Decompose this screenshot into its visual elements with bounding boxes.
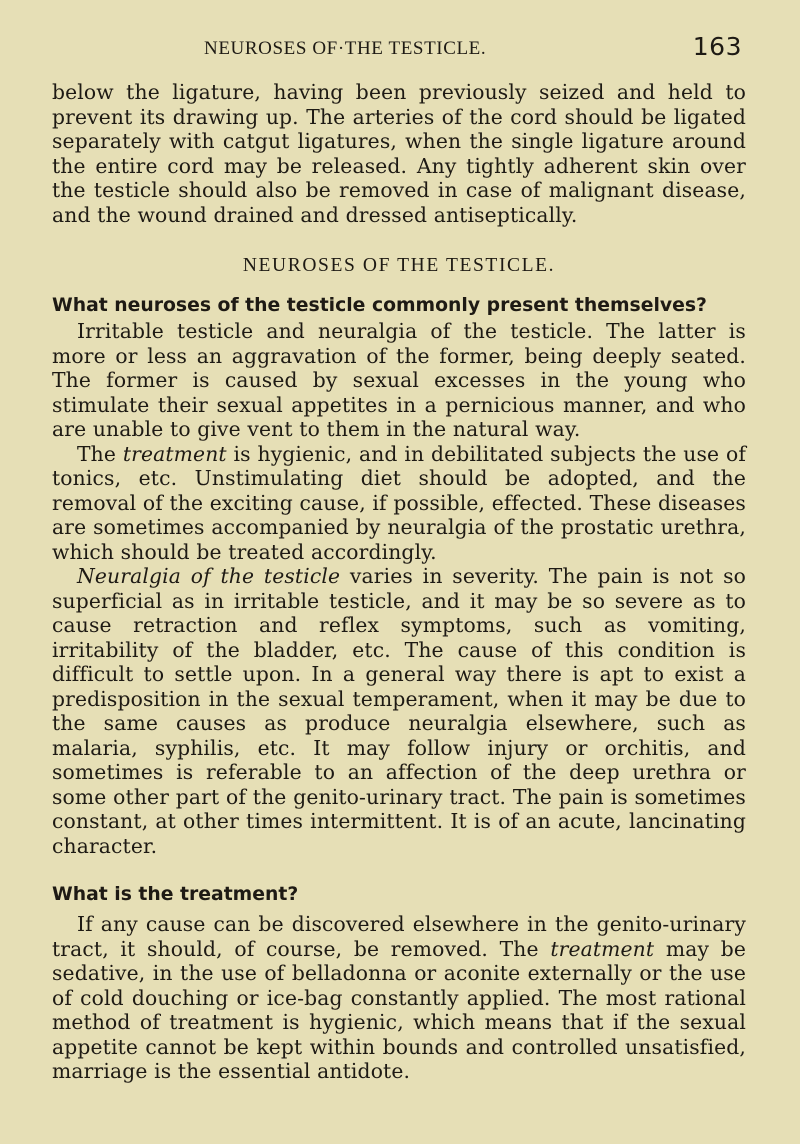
neuralgia-paragraph	[52, 564, 746, 858]
answer-treatment-lead: If any cause can be discovered elsewhere in the genito-urinary tract, it should, of course, be removed. The	[52, 912, 746, 961]
treatment-paragraph	[52, 442, 746, 565]
section-heading: NEUROSES OF THE TESTICLE.	[242, 255, 556, 276]
treatment-lead: The	[77, 441, 123, 466]
page-number: 163	[692, 32, 742, 61]
treatment-italic: treatment	[122, 441, 227, 466]
answer-treatment-text: may be sedative, in the use of belladonna or aconite externally or the use of cold douching or ice-bag constantly applied. The most rational method of treatment is hygienic, which means that if the sexual appetite cannot be kept within bounds and controlled unsatisfied, marriage is the essential antidote.	[52, 936, 746, 1083]
intro-paragraph: below the ligature, having been previously seized and held to prevent its drawing up. The arteries of the cord should be ligated separately with catgut ligatures, when the single ligature around the entire cord may be released. Any tightly adherent skin over the testicle should also be removed in case of malignant disease, and the wound drained and dressed antiseptically.	[52, 80, 746, 227]
answer-treatment-italic: treatment	[550, 936, 655, 961]
answer-treatment-paragraph	[52, 912, 746, 1084]
neuralgia-text: varies in severity. The pain is not so superficial as in irritable testicle, and it may be so severe as to cause retraction and reflex symptoms, such as vomiting, irritability of the bladder, etc. The cause of this condition is difficult to settle upon. In a general way there is apt to exist a predisposition in the sexual temperament, when it may be due to the same causes as produce neuralgia elsewhere, such as malaria, syphilis, etc. It may follow injury or orchitis, and sometimes is referable to an affection of the deep urethra or some other part of the genito-urinary tract. The pain is sometimes constant, at other times intermittent. It is of an acute, lancinating character.	[52, 564, 746, 858]
question-treatment: What is the treatment?	[52, 884, 299, 905]
answer-neuroses-paragraph: Irritable testicle and neuralgia of the testicle. The latter is more or less an aggravation of the former, being deeply seated. The former is caused by sexual excesses in the young who stimulate their sexual appetites in a pernicious manner, and who are unable to give vent to them in the natural way.	[52, 319, 746, 441]
question-neuroses: What neuroses of the testicle commonly present themselves?	[52, 295, 707, 316]
running-title: NEUROSES OF·THE TESTICLE.	[204, 38, 487, 59]
neuralgia-italic: Neuralgia of the testicle	[77, 564, 341, 588]
treatment-text: is hygienic, and in debilitated subjects the use of tonics, etc. Unstimulating diet should be adopted, and the removal of the exciting cause, if possible, effected. These diseases are sometimes accompanied by neuralgia of the prostatic urethra, which should be treated accordingly.	[52, 441, 746, 564]
running-head	[52, 30, 746, 62]
